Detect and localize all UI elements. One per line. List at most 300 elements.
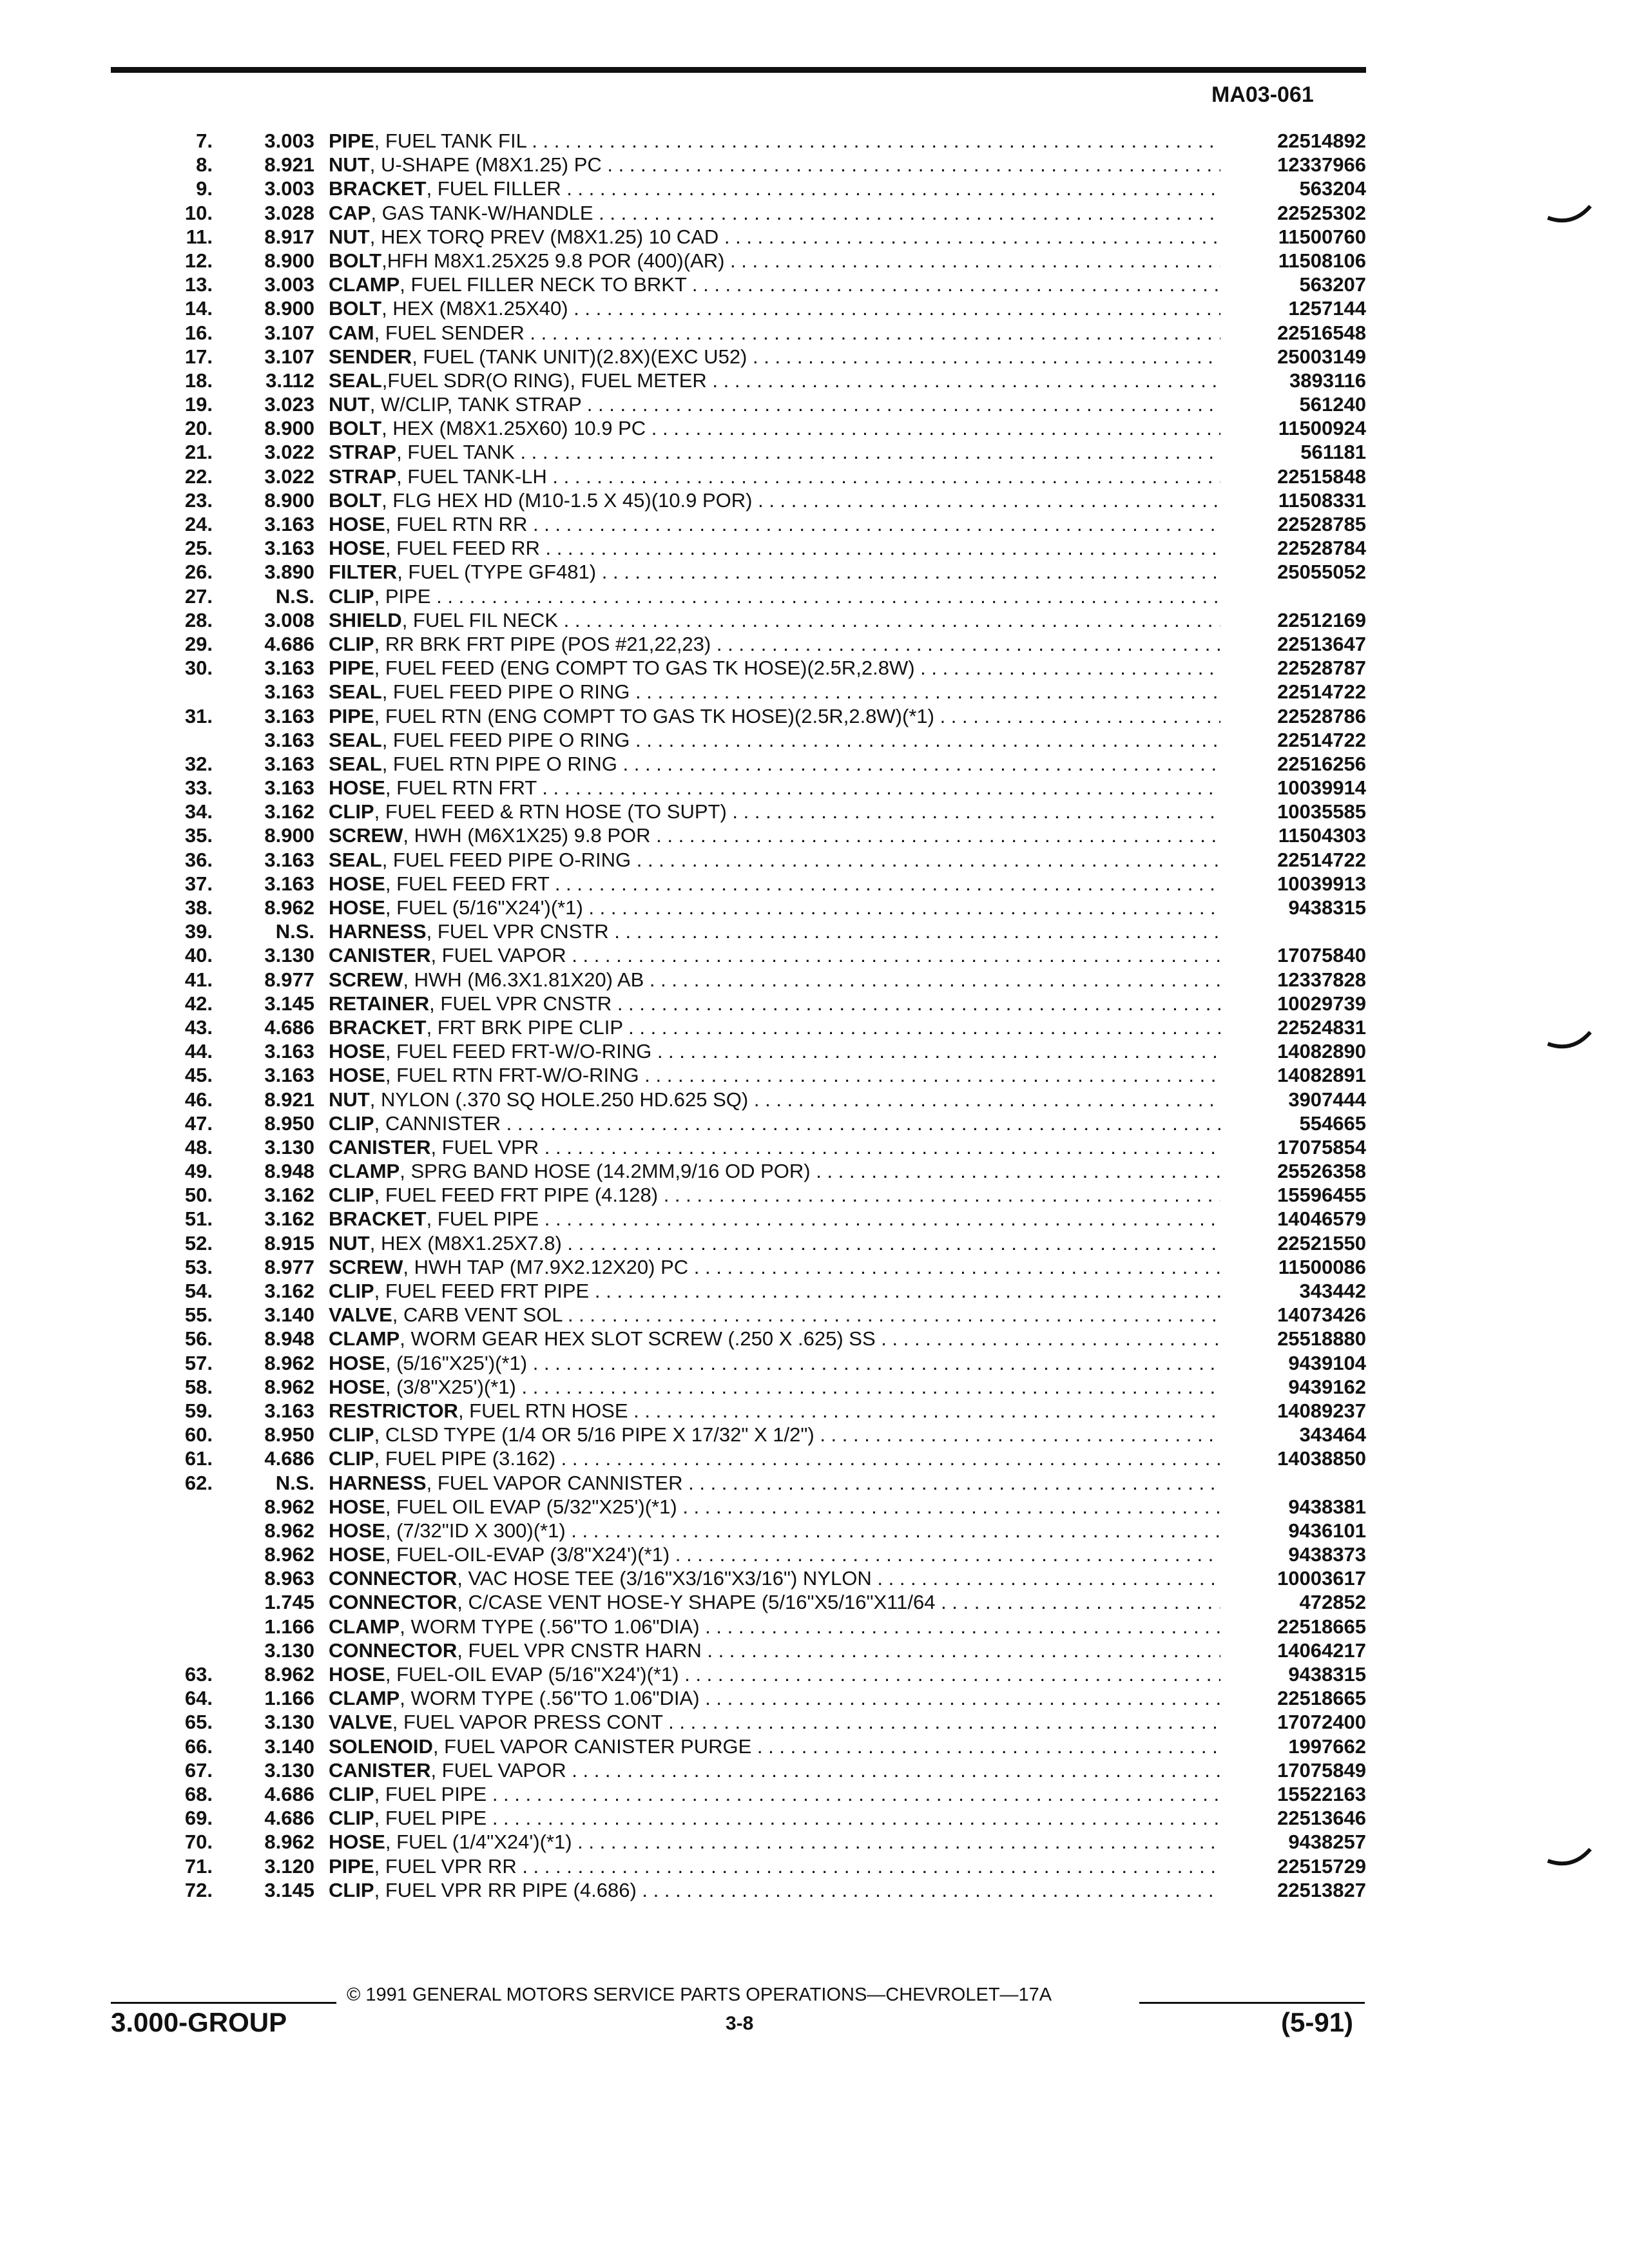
group-number: 3.130 [264,1711,314,1734]
parts-row [103,1255,1366,1279]
ref-number: 67. [184,1758,213,1782]
part-number: 554665 [1299,1111,1366,1135]
group-number: 8.950 [264,1423,314,1446]
part-detail: , WORM TYPE (.56"TO 1.06"DIA) [400,1687,700,1710]
ref-number: 33. [184,776,213,800]
part-detail: , HWH TAP (M7.9X2.12X20) PC [403,1255,689,1278]
ref-number: 17. [184,345,213,368]
group-number: 3.163 [264,848,314,871]
part-detail: , FUEL FIL NECK [401,608,558,631]
group-number: 3.130 [264,1758,314,1782]
part-detail: , FUEL RTN RR [385,513,528,535]
ref-number: 8. [196,153,213,177]
ref-number: 66. [184,1735,213,1758]
parts-row [103,1231,1366,1255]
group-number: 4.686 [264,1782,314,1805]
part-number: 1997662 [1288,1735,1366,1758]
binder-tick-mark [1547,1848,1592,1870]
part-name: SEAL [329,369,382,392]
part-description [329,1279,1220,1303]
part-detail: , WORM TYPE (.56"TO 1.06"DIA) [400,1615,700,1638]
part-description [329,1399,1220,1423]
part-name: HOSE [329,513,385,535]
ref-number: 58. [184,1375,213,1398]
part-number: 10035585 [1277,800,1366,823]
ref-number: 40. [184,944,213,967]
parts-row [103,1710,1366,1734]
part-number: 22512169 [1277,608,1366,631]
part-detail: , FUEL FEED FRT [385,872,550,895]
part-description [329,872,1220,896]
part-name: HARNESS [329,1471,427,1494]
ref-number: 24. [184,513,213,535]
part-detail: , CANNISTER [374,1111,501,1135]
part-description [329,656,1220,680]
ref-number: 13. [184,273,213,296]
part-name: CANISTER [329,1135,431,1158]
part-number: 22528786 [1277,704,1366,727]
parts-row [103,512,1366,536]
part-number: 9438373 [1288,1543,1366,1566]
part-name: BOLT [329,417,382,440]
ref-number: 23. [184,488,213,512]
group-number: 3.130 [264,1639,314,1662]
part-detail: , FUEL VPR RR [374,1854,517,1878]
part-name: PIPE [329,704,374,727]
group-number: 1.166 [264,1615,314,1638]
ref-number: 35. [184,824,213,847]
parts-row [103,1327,1366,1350]
part-number: 22513647 [1277,632,1366,655]
part-number: 472852 [1299,1591,1366,1614]
part-name: CLAMP [329,273,400,296]
group-number: 3.028 [264,201,314,224]
part-name: VALVE [329,1711,392,1734]
page-code: MA03-061 [1211,82,1314,107]
part-number: 14082890 [1277,1040,1366,1063]
parts-row [103,1159,1366,1183]
group-number: 4.686 [264,1447,314,1470]
part-name: PIPE [329,130,374,152]
revision-date: (5-91) [1281,2007,1354,2037]
part-description [329,153,1220,177]
group-number: 8.962 [264,1831,314,1854]
part-detail: , FUEL FEED PIPE O-RING [381,848,631,871]
group-number: 3.023 [264,393,314,416]
parts-row [103,1758,1366,1782]
part-number: 22525302 [1277,201,1366,224]
part-description [329,1303,1220,1327]
part-description [329,776,1220,800]
group-number: 3.163 [264,872,314,895]
part-detail: , FUEL FEED FRT PIPE (4.128) [374,1184,659,1207]
group-number: 3.022 [264,441,314,464]
ref-number: 44. [184,1040,213,1063]
part-detail: , U-SHAPE (M8X1.25) PC [369,153,602,177]
part-description [329,512,1220,536]
parts-row [103,201,1366,225]
group-number: 3.145 [264,1878,314,1901]
parts-row [103,800,1366,823]
group-number: 8.900 [264,417,314,440]
group-number: 3.163 [264,1040,314,1063]
parts-row [103,608,1366,632]
part-detail: , FUEL RTN HOSE [458,1399,628,1422]
ref-number: 28. [184,608,213,631]
part-detail: , FUEL (1/4"X24')(*1) [385,1831,572,1854]
part-name: BOLT [329,488,382,512]
group-number: 8.962 [264,896,314,919]
parts-row [103,728,1366,752]
part-number: 17072400 [1277,1711,1366,1734]
part-name: CLAMP [329,1687,400,1710]
group-number: 3.008 [264,608,314,631]
part-detail: , FUEL FEED PIPE O RING [381,680,630,704]
top-rule [111,67,1366,73]
group-number: 3.163 [264,513,314,535]
part-name: CANISTER [329,1758,431,1782]
part-detail: , PIPE [374,584,431,608]
part-description [329,1566,1220,1590]
part-name: CLIP [329,1184,374,1207]
part-number: 563204 [1299,177,1366,200]
part-description [329,1183,1220,1207]
part-name: CONNECTOR [329,1639,458,1662]
group-number: 8.962 [264,1351,314,1374]
part-name: HOSE [329,1663,385,1686]
part-detail: , CARB VENT SOL [392,1303,563,1327]
ref-number: 38. [184,896,213,919]
footer-rule-left [111,2002,336,2004]
parts-row [103,1375,1366,1399]
group-number: 8.948 [264,1160,314,1183]
parts-row [103,1279,1366,1303]
part-description [329,823,1220,847]
ref-number: 64. [184,1687,213,1710]
part-detail: , SPRG BAND HOSE (14.2MM,9/16 OD POR) [400,1160,811,1183]
group-number: 4.686 [264,632,314,655]
part-detail: , FUEL FILLER [426,177,561,200]
group-number: 3.163 [264,680,314,704]
part-name: SEAL [329,752,382,775]
part-number: 561181 [1300,441,1366,464]
part-name: RETAINER [329,992,430,1015]
group-number: 8.900 [264,249,314,272]
part-description [329,129,1220,153]
part-name: SHIELD [329,608,402,631]
parts-row [103,1351,1366,1375]
ref-number: 20. [184,417,213,440]
parts-row [103,584,1366,608]
part-name: SOLENOID [329,1735,433,1758]
part-description [329,1735,1220,1758]
parts-row [103,225,1366,249]
part-name: HOSE [329,896,385,919]
group-number: 8.962 [264,1519,314,1542]
part-detail: , FUEL TANK-LH [396,465,547,488]
part-detail: , FUEL (TANK UNIT)(2.8X)(EXC U52) [412,345,747,368]
part-description [329,1686,1220,1710]
parts-row [103,1686,1366,1710]
part-name: CLIP [329,632,374,655]
part-detail: , FLG HEX HD (M10-1.5 X 45)(10.9 POR) [381,488,753,512]
parts-row [103,680,1366,704]
parts-row [103,392,1366,416]
group-number: 8.962 [264,1543,314,1566]
part-detail: , HEX (M8X1.25X40) [381,297,568,320]
group-number: N.S. [275,584,314,608]
group-number: 8.962 [264,1663,314,1686]
part-name: HOSE [329,1064,385,1087]
part-number: 11500760 [1278,225,1366,248]
part-description [329,1782,1220,1806]
part-name: STRAP [329,465,397,488]
group-number: N.S. [275,920,314,943]
ref-number: 34. [184,800,213,823]
part-name: CLIP [329,584,374,608]
part-name: HOSE [329,1543,385,1566]
part-name: HOSE [329,1831,385,1854]
group-number: 3.003 [264,273,314,296]
part-description [329,1423,1220,1446]
part-detail: , FUEL VAPOR [430,1758,566,1782]
part-name: SEAL [329,848,382,871]
group-number: 3.120 [264,1854,314,1878]
part-description [329,1446,1220,1470]
parts-row [103,919,1366,943]
part-name: BOLT [329,297,382,320]
part-detail: , HEX (M8X1.25X60) 10.9 PC [381,417,646,440]
part-number: 22515848 [1277,465,1366,488]
parts-row [103,1806,1366,1830]
part-number: 9438315 [1288,1663,1366,1686]
part-name: NUT [329,393,370,416]
parts-row [103,1446,1366,1470]
part-number: 12337966 [1277,153,1366,177]
group-number: 3.163 [264,704,314,727]
ref-number: 47. [184,1111,213,1135]
parts-row [103,369,1366,392]
part-detail: , FUEL FEED (ENG COMPT TO GAS TK HOSE)(2.5R,2.8W) [374,657,915,680]
binder-tick-mark [1547,1031,1592,1053]
part-description [329,1015,1220,1039]
part-number: 10039914 [1277,776,1366,800]
part-name: BRACKET [329,1015,427,1039]
ref-number: 30. [184,657,213,680]
part-name: HOSE [329,872,385,895]
part-description [329,1854,1220,1878]
part-number: 14073426 [1277,1303,1366,1327]
part-description [329,584,1220,608]
parts-row [103,1519,1366,1542]
ref-number: 51. [184,1207,213,1231]
parts-row [103,440,1366,464]
parts-row [103,1135,1366,1159]
ref-number: 11. [186,225,213,248]
parts-row [103,1639,1366,1662]
ref-number: 36. [184,848,213,871]
group-number: 3.145 [264,992,314,1015]
part-detail: ,HFH M8X1.25X25 9.8 POR (400)(AR) [381,249,725,272]
part-description [329,1375,1220,1399]
ref-number: 37. [184,872,213,895]
ref-number: 26. [184,561,213,584]
parts-row [103,632,1366,656]
part-description [329,1088,1220,1111]
part-name: CLIP [329,1111,374,1135]
part-number: 22514722 [1277,728,1366,751]
parts-row [103,345,1366,369]
part-name: VALVE [329,1303,392,1327]
parts-row [103,296,1366,320]
part-name: HARNESS [329,920,427,943]
ref-number: 7. [196,130,213,152]
part-detail: , FUEL (5/16"X24')(*1) [385,896,583,919]
ref-number: 45. [184,1064,213,1087]
ref-number: 48. [184,1135,213,1158]
ref-number: 59. [184,1399,213,1422]
group-number: 3.163 [264,1064,314,1087]
parts-row [103,1615,1366,1639]
part-number: 15522163 [1277,1782,1366,1805]
part-detail: , FUEL SENDER [374,321,525,344]
part-detail: , FUEL VPR CNSTR [429,992,612,1015]
part-name: NUT [329,1231,370,1254]
part-number: 3907444 [1288,1088,1366,1111]
part-detail: , FUEL TANK [396,441,515,464]
part-description [329,1231,1220,1255]
group-number: 8.948 [264,1327,314,1350]
part-description [329,1542,1220,1566]
part-number: 11508331 [1278,488,1366,512]
group-number: 4.686 [264,1015,314,1039]
parts-row [103,1015,1366,1039]
parts-row [103,273,1366,296]
part-number: 563207 [1299,273,1366,296]
part-description [329,919,1220,943]
parts-row [103,129,1366,153]
part-detail: , FUEL PIPE [374,1782,487,1805]
part-detail: , CLSD TYPE (1/4 OR 5/16 PIPE X 17/32" X 1/2") [374,1423,815,1446]
part-detail: , FUEL VAPOR PRESS CONT [392,1711,663,1734]
part-detail: , FUEL VPR [430,1135,539,1158]
part-description [329,536,1220,560]
group-number: 3.162 [264,1207,314,1231]
part-detail: , FUEL FILLER NECK TO BRKT [400,273,687,296]
part-description [329,1639,1220,1662]
part-detail: , (3/8"X25')(*1) [385,1375,516,1398]
part-number: 10003617 [1277,1567,1366,1590]
part-detail: , HEX TORQ PREV (M8X1.25) 10 CAD [369,225,719,248]
copyright-notice: © 1991 GENERAL MOTORS SERVICE PARTS OPERATIONS—CHEVROLET—17A [347,1984,1052,2005]
part-name: PIPE [329,1854,374,1878]
group-number: 3.890 [264,561,314,584]
parts-row [103,177,1366,200]
group-number: 3.130 [264,1135,314,1158]
part-detail: , FUEL VPR CNSTR [426,920,609,943]
part-detail: , W/CLIP, TANK STRAP [369,393,582,416]
part-number: 22515729 [1277,1854,1366,1878]
part-name: NUT [329,153,370,177]
part-name: CLIP [329,1280,374,1302]
part-description [329,201,1220,225]
part-name: HOSE [329,1351,385,1374]
part-name: CLIP [329,1447,374,1470]
part-description [329,1111,1220,1135]
group-number: 3.163 [264,728,314,751]
part-name: SCREW [329,1255,403,1278]
part-description [329,680,1220,704]
parts-row [103,249,1366,273]
part-number: 9438257 [1288,1831,1366,1854]
part-description [329,608,1220,632]
parts-row [103,1566,1366,1590]
part-description [329,1615,1220,1639]
part-name: NUT [329,1088,370,1111]
part-number: 11504303 [1278,824,1366,847]
parts-row [103,968,1366,992]
part-number: 9439162 [1288,1375,1366,1398]
part-number: 22513646 [1277,1807,1366,1830]
part-detail: , FUEL FEED FRT PIPE [374,1280,590,1302]
part-detail: , (7/32"ID X 300)(*1) [385,1519,566,1542]
part-name: FILTER [329,561,398,584]
group-number: 8.962 [264,1375,314,1398]
part-number: 22521550 [1277,1231,1366,1254]
parts-row [103,823,1366,847]
part-description [329,632,1220,656]
group-number: 8.917 [264,225,314,248]
group-number: 3.162 [264,1184,314,1207]
part-number: 22518665 [1277,1687,1366,1710]
part-description [329,728,1220,752]
part-detail: , VAC HOSE TEE (3/16"X3/16"X3/16") NYLON [457,1567,872,1590]
part-detail: , (5/16"X25')(*1) [385,1351,528,1374]
part-description [329,1255,1220,1279]
part-number: 25003149 [1277,345,1366,368]
ref-number: 14. [184,297,213,320]
ref-number: 62. [184,1471,213,1494]
part-detail: , FUEL RTN (ENG COMPT TO GAS TK HOSE)(2.5R,2.8W)(*1) [374,704,934,727]
part-name: HOSE [329,1495,385,1518]
part-detail: , FUEL FEED FRT-W/O-RING [385,1040,652,1063]
part-detail: , FUEL-OIL-EVAP (3/8"X24')(*1) [385,1543,670,1566]
part-detail: , HEX (M8X1.25X7.8) [369,1231,562,1254]
part-name: CLIP [329,1423,374,1446]
ref-number: 9. [196,177,213,200]
ref-number: 53. [184,1255,213,1278]
ref-number: 49. [184,1160,213,1183]
part-description [329,992,1220,1015]
group-number: 3.022 [264,465,314,488]
part-description [329,1351,1220,1375]
part-number: 22514892 [1277,130,1366,152]
part-detail: , FUEL VPR RR PIPE (4.686) [374,1878,637,1901]
ref-number: 61. [184,1447,213,1470]
part-description [329,345,1220,369]
part-number: 12337828 [1277,968,1366,991]
part-name: BOLT [329,249,382,272]
group-number: 8.950 [264,1111,314,1135]
group-number: 8.963 [264,1567,314,1590]
part-description [329,752,1220,776]
part-description [329,465,1220,488]
part-description [329,1327,1220,1350]
part-detail: , HWH (M6X1X25) 9.8 POR [403,824,651,847]
part-detail: , FUEL PIPE [426,1207,539,1231]
group-number: 3.107 [264,321,314,344]
part-description [329,369,1220,392]
